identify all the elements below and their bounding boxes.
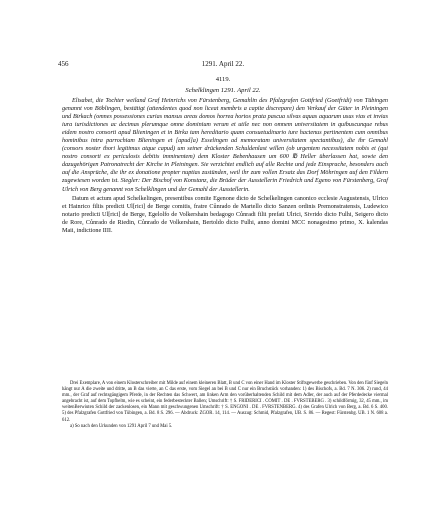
- running-header: [58, 60, 388, 70]
- document-number: 4119.: [215, 76, 231, 83]
- page-number: 456: [58, 60, 69, 68]
- document-body: [62, 97, 388, 235]
- footnote-a: a) So nach den Urkunden von 1291 April 7 und Mai 5.: [70, 423, 173, 429]
- footnote-description: Drei Exemplare, A von einem Klosterschreiber mit Milde auf einem kleineren Blatt, B und C von einer Hand im Kloster Stiftsgewerbe geschrieben. Von den fünf Siegeln hängt nur A die zweite und dritte, an B das vierte, an C das erste, vom Siegel an bei B und C nur ein Bruchstück vorhanden: 1) des Bischofs, a. Bd. 7 N. 306. 2) rund, 44 mm., der Graf auf rechtsgängigem Pferde, in der Rechten das Schwert, am linken Arm den vorüberhaltenden Schild mit dem Adler, der auch auf der Pferdedecke viermal angebracht ist, auf dem Topfhelm, wie es scheint, ein federbesteckter Ballen; Umschrift: † S. FRIDERICI . COMIT . DE . FVRSTEBERG . 3) schildförmig, 32, 45 mm., im weitenBerwiuten Schild der zackenlosen, ein Mann mit geschwungenen Umschrift: † S. ENGONI . DE . FVRSTENBERG. 4) des Grafen Ulrich von Berg, a. Bd. 6 S. 400. 5) des Pfalzgrafen Gottfried von Tübingen, a. Bd. 8 S. 296. — Abdruck: ZGOR. 14, 114. — Auszug: Schmid, Pfalzgrafen, UB. S. 86. — Regest: Fürstenbg. UB. 1 N. 608 a. 612.: [62, 381, 388, 423]
- running-header-date: 1291. April 22.: [201, 60, 245, 68]
- document-place-date: Schelklingen 1291. April 22.: [185, 87, 261, 94]
- datum-paragraph: Datum et actum apud Schelkelingen, presentibus comite Egenone dicto de Schelkelingen canonico ecclesie Augustensis, Ulrico et Hainrico filiis predicti Ul[rici] de Berge comitis, fratre Cůnrado de Martello dicto Sanzen ordinis Premonstratensis, Ludewico notario predicti Ul[rici] de Berge, Egelolfo de Volkershain bedagogo Cůnradi filii prefati Ulrici, Sivrido dicto Fulhi, Seigero dicto de Rore, Cůnrado de Riedin, Cůnrado de Volkershain, Bertoldo dicto Fulhi, anno domini MCC nonagesimo primo, X. kalendas Maii, indictione IIII.: [62, 195, 388, 234]
- regest-paragraph: Elisabet, die Tochter weiland Graf Heinrichs von Fürstenberg, Gemahlin des Pfalzgrafen Gottfried (Goetfridi) von Tübingen genannt von Böblingen, bestätigt (attendentes quod non liceat membris a capite discrepare) den Verkauf der Güter in Pleiningen und Birkach (omnes possessiones curias mansus areas domos horrea hortos prata pascua silvas aquas aquarum usus vias et invias iura iurisdictiones ac decimas plerumque omne dominium verum et utile nec non omnem universitatem in quibuscunque rebus eidem nostro consorti apud Blieningen et in Birka tam hereditario quam consuetudinario iure hactenus pertinentem cum omnibus hominibus intra parrochiam Blieningen et [apud]a) Esselingen ad memoratam universitatem spectantibus), die ihr Gemahl (consors noster thori legitimus atque capud) um seiner drückenden Schuldenlast willen (ob urgentem necessitatem nobis et (qui nostro consorti ex periculosis debitis imminentem) dem Kloster Bebenhausen um 600 ℔ Heller überlassen hat, sowie den dazugehörigen Patronatrecht der Kirche in Pleiningen. Sie verzichtet endlich auf alle Rechte und jede Einsprache, besonders auch auf die Ansprüche, die ihr ex donatione propter nuptias zustünden, weil ihr zum vollen Ersatz das Dorf Möhringen auf den Fildern zugewiesen worden ist. Siegler: Der Bischof von Konstanz, die Brüder der Ausstellerin Friedrich und Egeno von Fürstenberg, Graf Ulrich von Berg genannt von Schelklingen und der Gemahl der Ausstellerin.: [62, 98, 388, 193]
- footnotes: [62, 381, 388, 430]
